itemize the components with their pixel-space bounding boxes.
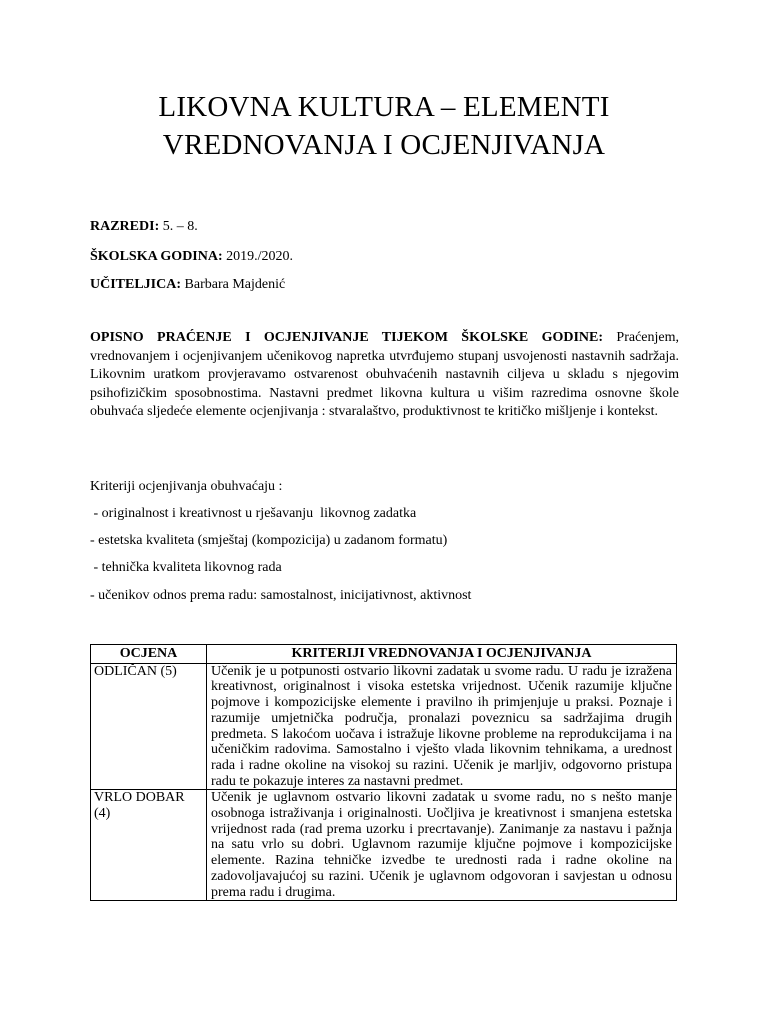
opisno-heading: OPISNO PRAĆENJE I OCJENJIVANJE TIJEKOM ŠKOLSKE GODINE: bbox=[90, 330, 604, 345]
header-kriteriji: KRITERIJI VREDNOVANJA I OCJENJIVANJA bbox=[207, 645, 677, 664]
grading-table bbox=[90, 644, 677, 901]
skolska-godina-line bbox=[90, 249, 293, 265]
kriteriji-item: - tehnička kvaliteta likovnog rada bbox=[90, 560, 282, 575]
kriteriji-intro: Kriteriji ocjenjivanja obuhvaćaju : bbox=[90, 479, 283, 494]
title-line-2: VREDNOVANJA I OCJENJIVANJA bbox=[162, 129, 606, 161]
kriteriji-item: - estetska kvaliteta (smještaj (kompozicija) u zadanom formatu) bbox=[90, 533, 448, 548]
uciteljica-line bbox=[90, 277, 285, 293]
skolska-godina-value: 2019./2020. bbox=[222, 249, 294, 264]
skolska-godina-label: ŠKOLSKA GODINA: bbox=[90, 249, 223, 264]
table-header-row bbox=[91, 645, 677, 664]
razredi-line bbox=[90, 219, 198, 235]
kriteriji-item: - originalnost i kreativnost u rješavanju likovnog zadatka bbox=[90, 506, 417, 521]
opisno-text: Praćenjem, vrednovanjem i ocjenjivanjem učenikovog napretka utvrđujemo stupanj usvojenosti nastavnih sadržaja. Likovnim uratkom provjeravamo ostvarenost obuhvaćenih nastavnih ciljeva u skladu s njegovim psihofizičkim sposobnostima. Nastavni predmet likovna kultura u višim razredima osnovne škole obuhvaća sljedeće elemente ocjenjivanja : stvaralaštvo, produktivnost te kritičko mišljenje i kontekst. bbox=[90, 330, 679, 420]
criteria-cell: Učenik je uglavnom ostvario likovni zadatak u svome radu, no s nešto manje osobnoga istraživanja i originalnosti. Uočljiva je kreativnost i smanjena estetska vrijednost rada (rad prema uzorku i precrtavanje). Zanimanje za nastavu i pažnja na satu vrlo su dobri. Uglavnom razumije ključne pojmove i kompozicijske elemente. Razina tehničke izvedbe te urednosti rada i radne okoline na zadovoljavajućoj su razini. Učenik je uglavnom odgovoran i savjestan u odnosu prema radu i drugima. bbox=[207, 790, 677, 901]
grade-cell: VRLO DOBAR (4) bbox=[91, 790, 207, 901]
table-row bbox=[91, 663, 677, 790]
header-ocjena: OCJENA bbox=[91, 645, 207, 664]
uciteljica-label: UČITELJICA: bbox=[90, 277, 182, 292]
grade-cell: ODLIČAN (5) bbox=[91, 663, 207, 790]
uciteljica-value: Barbara Majdenić bbox=[181, 277, 286, 292]
razredi-label: RAZREDI: bbox=[90, 219, 160, 234]
title-line-1: LIKOVNA KULTURA – ELEMENTI bbox=[158, 91, 610, 123]
razredi-value: 5. – 8. bbox=[159, 219, 198, 234]
opisno-pracenje-paragraph bbox=[90, 329, 679, 422]
criteria-cell: Učenik je u potpunosti ostvario likovni zadatak u svome radu. U radu je izražena kreativnost, originalnost i visoka estetska vrijednost. Učenik razumije ključne pojmove i kompozicijske elemente i pravilno ih primjenjuje u praksi. Poznaje i razumije umjetnička područja, pronalazi poveznicu sa sadržajima drugih predmeta. S lakoćom uočava i istražuje likovne probleme na reprodukcijama i na učeničkim radovima. Samostalno i vješto vlada likovnim tehnikama, a urednost rada i radne okoline na visokoj su razini. Učenik je marljiv, odgovorno pristupa radu te pokazuje interes za nastavni predmet. bbox=[207, 663, 677, 790]
kriteriji-item: - učenikov odnos prema radu: samostalnost, inicijativnost, aktivnost bbox=[90, 588, 472, 603]
document-title bbox=[0, 88, 768, 164]
table-row bbox=[91, 790, 677, 901]
